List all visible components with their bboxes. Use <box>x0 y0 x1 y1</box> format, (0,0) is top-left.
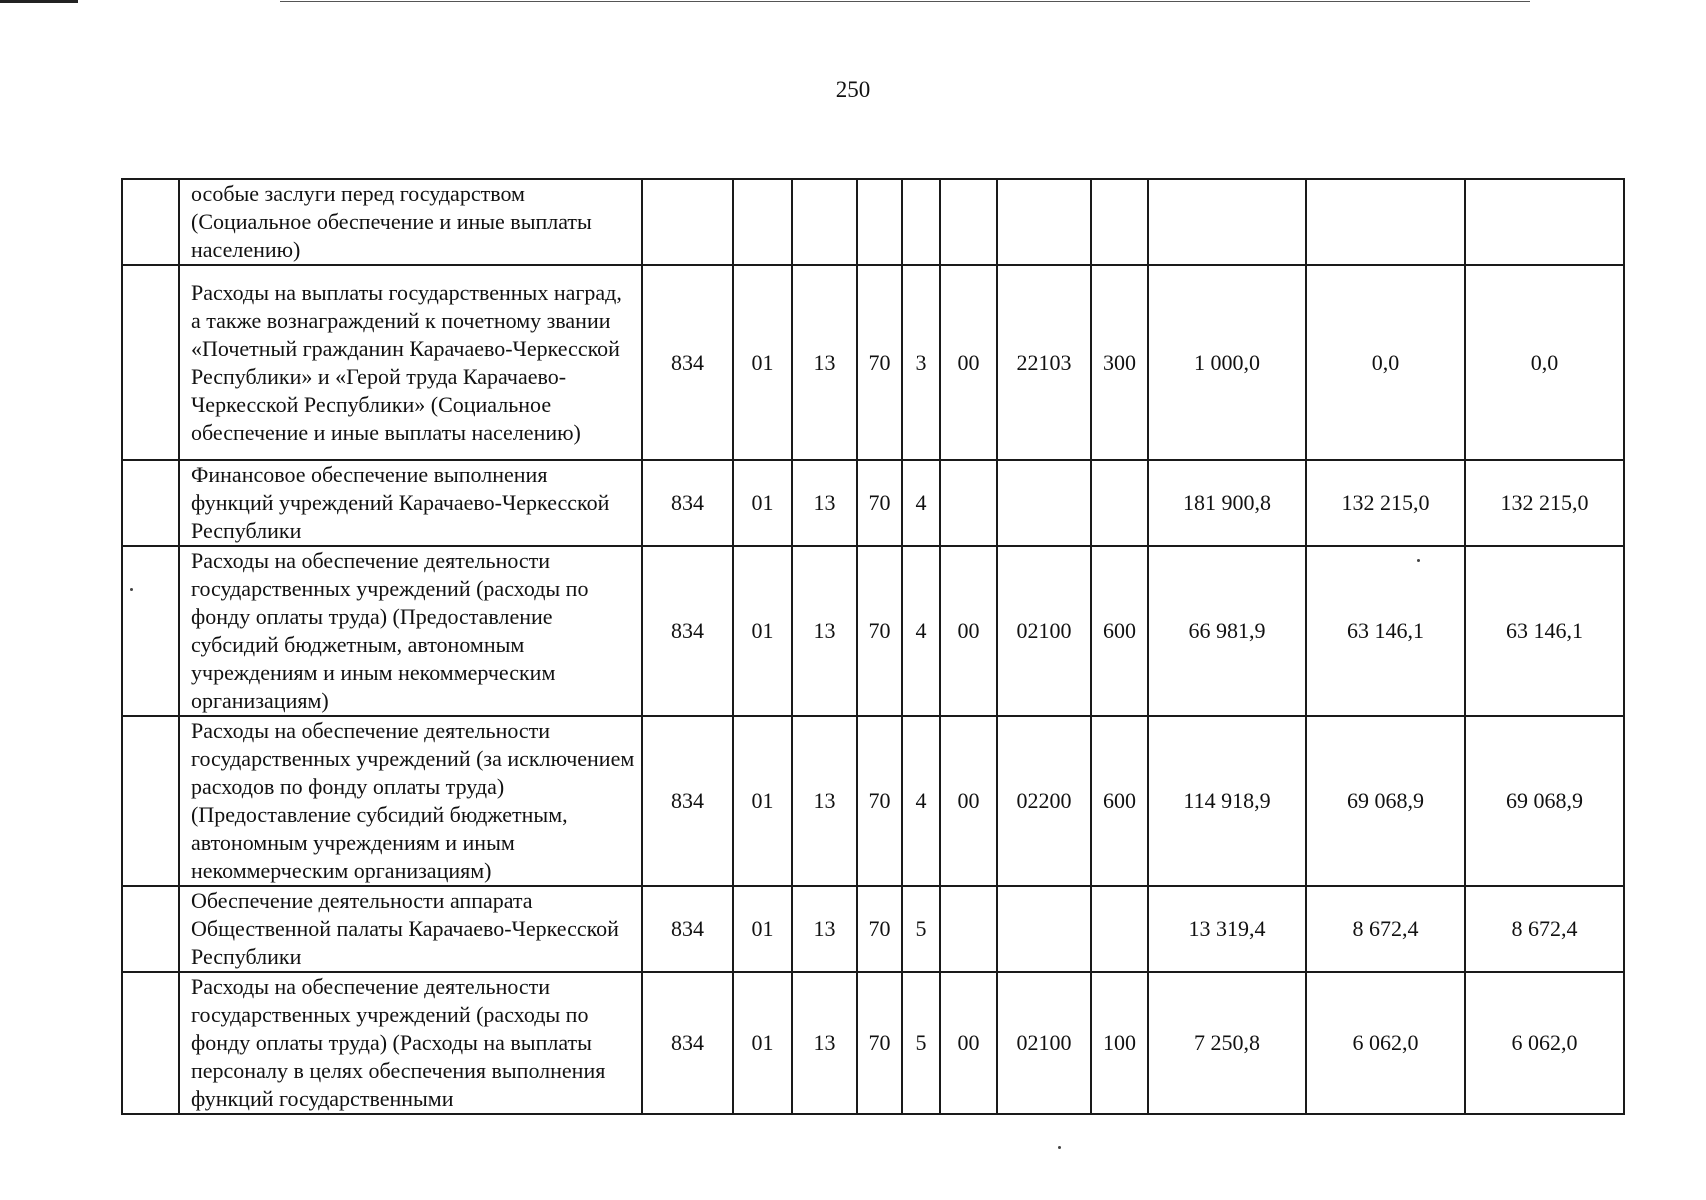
subsection-code-cell: 13 <box>792 265 857 460</box>
amount-cell-2 <box>1306 179 1465 265</box>
direction-code-cell: 02200 <box>997 716 1091 886</box>
amount-cell-3: 69 068,9 <box>1465 716 1624 886</box>
event-code-cell <box>940 460 997 546</box>
table-row <box>122 972 1624 1114</box>
direction-code-cell: 02100 <box>997 546 1091 716</box>
budget-table <box>121 178 1625 1115</box>
amount-cell-2: 69 068,9 <box>1306 716 1465 886</box>
page-number: 250 <box>835 77 871 102</box>
ministry-code-cell: 834 <box>642 716 733 886</box>
section-code-cell: 01 <box>733 546 792 716</box>
event-code-cell <box>940 179 997 265</box>
amount-cell-3 <box>1465 179 1624 265</box>
program-code-cell: 70 <box>857 716 902 886</box>
amount-cell-1: 1 000,0 <box>1148 265 1306 460</box>
amount-cell-3: 63 146,1 <box>1465 546 1624 716</box>
amount-cell-2: 6 062,0 <box>1306 972 1465 1114</box>
amount-cell-3: 132 215,0 <box>1465 460 1624 546</box>
program-code-cell: 70 <box>857 886 902 972</box>
row-number-cell <box>122 716 179 886</box>
amount-cell-1: 7 250,8 <box>1148 972 1306 1114</box>
event-code-cell: 00 <box>940 265 997 460</box>
section-code-cell <box>733 179 792 265</box>
amount-cell-2: 0,0 <box>1306 265 1465 460</box>
description-cell: особые заслуги перед государством (Социальное обеспечение и иные выплаты населению) <box>179 179 642 265</box>
amount-cell-1 <box>1148 179 1306 265</box>
amount-cell-2: 63 146,1 <box>1306 546 1465 716</box>
amount-cell-3: 6 062,0 <box>1465 972 1624 1114</box>
ministry-code-cell: 834 <box>642 460 733 546</box>
table-row <box>122 546 1624 716</box>
subprogram-code-cell: 5 <box>902 886 940 972</box>
table-row <box>122 179 1624 265</box>
program-code-cell: 70 <box>857 265 902 460</box>
subprogram-code-cell: 4 <box>902 460 940 546</box>
row-number-cell <box>122 546 179 716</box>
subsection-code-cell: 13 <box>792 460 857 546</box>
table-row <box>122 265 1624 460</box>
amount-cell-3: 0,0 <box>1465 265 1624 460</box>
description-cell: Расходы на обеспечение деятельности государственных учреждений (расходы по фонду оплаты труда) (Расходы на выплаты персоналу в целях обеспечения выполнения функций государственными <box>179 972 642 1114</box>
amount-cell-1: 181 900,8 <box>1148 460 1306 546</box>
ministry-code-cell: 834 <box>642 886 733 972</box>
expense-type-cell <box>1091 460 1148 546</box>
scan-dot-mark <box>1058 1146 1061 1149</box>
description-cell: Обеспечение деятельности аппарата Общественной палаты Карачаево-Черкесской Республики <box>179 886 642 972</box>
program-code-cell <box>857 179 902 265</box>
section-code-cell: 01 <box>733 716 792 886</box>
direction-code-cell: 02100 <box>997 972 1091 1114</box>
top-edge-line <box>280 1 1530 2</box>
scan-dot-mark <box>1417 559 1420 562</box>
expense-type-cell: 600 <box>1091 716 1148 886</box>
ministry-code-cell: 834 <box>642 972 733 1114</box>
description-cell: Расходы на выплаты государственных наград, а также вознаграждений к почетному звании «Почетный гражданин Карачаево-Черкесской Республики» и «Герой труда Карачаево-Черкесской Республики» (Социальное обеспечение и иные выплаты населению) <box>179 265 642 460</box>
subsection-code-cell: 13 <box>792 546 857 716</box>
row-number-cell <box>122 179 179 265</box>
amount-cell-2: 8 672,4 <box>1306 886 1465 972</box>
program-code-cell: 70 <box>857 972 902 1114</box>
scan-dot-mark <box>130 588 133 591</box>
event-code-cell: 00 <box>940 546 997 716</box>
subsection-code-cell: 13 <box>792 886 857 972</box>
amount-cell-3: 8 672,4 <box>1465 886 1624 972</box>
event-code-cell: 00 <box>940 716 997 886</box>
expense-type-cell: 600 <box>1091 546 1148 716</box>
table-row <box>122 716 1624 886</box>
description-cell: Финансовое обеспечение выполнения функций учреждений Карачаево-Черкесской Республики <box>179 460 642 546</box>
ministry-code-cell: 834 <box>642 265 733 460</box>
row-number-cell <box>122 265 179 460</box>
section-code-cell: 01 <box>733 265 792 460</box>
event-code-cell: 00 <box>940 972 997 1114</box>
amount-cell-1: 66 981,9 <box>1148 546 1306 716</box>
table-row <box>122 886 1624 972</box>
subsection-code-cell: 13 <box>792 716 857 886</box>
top-edge-rule <box>0 0 78 3</box>
section-code-cell: 01 <box>733 460 792 546</box>
row-number-cell <box>122 972 179 1114</box>
direction-code-cell: 22103 <box>997 265 1091 460</box>
event-code-cell <box>940 886 997 972</box>
expense-type-cell <box>1091 886 1148 972</box>
table-row <box>122 460 1624 546</box>
amount-cell-2: 132 215,0 <box>1306 460 1465 546</box>
program-code-cell: 70 <box>857 546 902 716</box>
row-number-cell <box>122 886 179 972</box>
direction-code-cell <box>997 179 1091 265</box>
program-code-cell: 70 <box>857 460 902 546</box>
subprogram-code-cell: 3 <box>902 265 940 460</box>
ministry-code-cell: 834 <box>642 546 733 716</box>
description-cell: Расходы на обеспечение деятельности государственных учреждений (за исключением расходов по фонду оплаты труда) (Предоставление субсидий бюджетным, автономным учреждениям и иным некоммерческим организациям) <box>179 716 642 886</box>
ministry-code-cell <box>642 179 733 265</box>
expense-type-cell: 300 <box>1091 265 1148 460</box>
direction-code-cell <box>997 886 1091 972</box>
subprogram-code-cell: 4 <box>902 716 940 886</box>
section-code-cell: 01 <box>733 886 792 972</box>
subprogram-code-cell: 5 <box>902 972 940 1114</box>
subprogram-code-cell <box>902 179 940 265</box>
amount-cell-1: 114 918,9 <box>1148 716 1306 886</box>
row-number-cell <box>122 460 179 546</box>
expense-type-cell <box>1091 179 1148 265</box>
subsection-code-cell: 13 <box>792 972 857 1114</box>
direction-code-cell <box>997 460 1091 546</box>
expense-type-cell: 100 <box>1091 972 1148 1114</box>
amount-cell-1: 13 319,4 <box>1148 886 1306 972</box>
subsection-code-cell <box>792 179 857 265</box>
description-cell: Расходы на обеспечение деятельности государственных учреждений (расходы по фонду оплаты труда) (Предоставление субсидий бюджетным, автономным учреждениям и иным некоммерческим организациям) <box>179 546 642 716</box>
section-code-cell: 01 <box>733 972 792 1114</box>
subprogram-code-cell: 4 <box>902 546 940 716</box>
